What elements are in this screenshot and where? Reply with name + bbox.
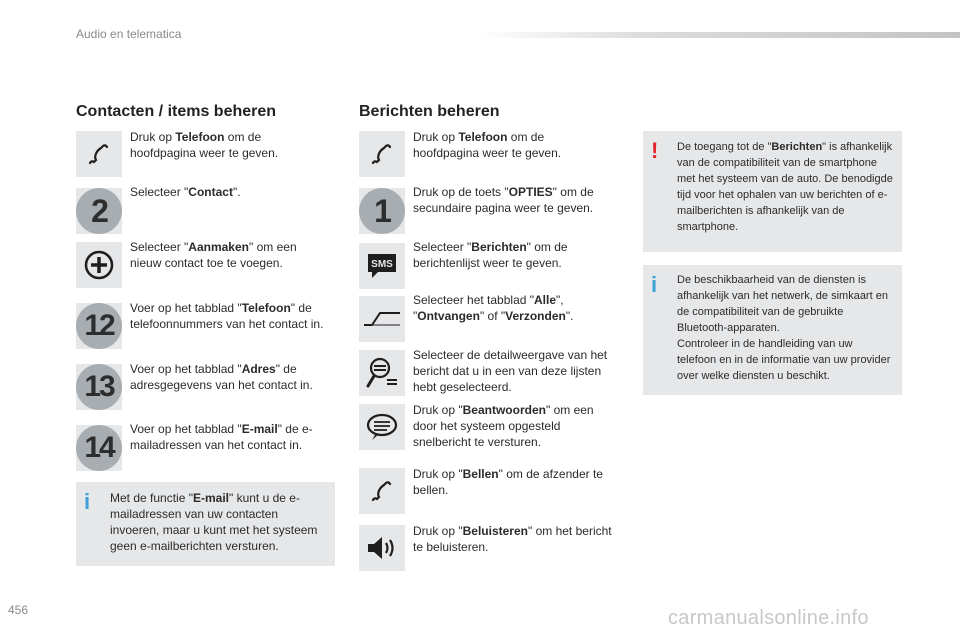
info-note-services: i De beschikbaarheid van de diensten is afhankelijk van het netwerk, de simkaart en de compatibiliteit van de gebruikte Bluetooth-apparaten. Controleer in de handleiding van uw telefoon en in de informatie van uw provider over welke diensten u beschikt.	[643, 265, 902, 395]
svg-text:SMS: SMS	[371, 259, 393, 270]
step-number-1: 1	[359, 188, 405, 234]
reply-message-icon	[359, 404, 405, 450]
step-left-2: Selecteer "Contact".	[130, 185, 241, 199]
step-left-1: Druk op Telefoon om de hoofdpagina weer te geven.	[130, 130, 279, 160]
speaker-icon	[359, 525, 405, 571]
step-mid-6: Druk op "Beantwoorden" om een door het systeem opgesteld snelbericht te versturen.	[413, 403, 594, 449]
step-mid-7: Druk op "Bellen" om de afzender te bellen.	[413, 467, 603, 497]
warning-note-messages: ! De toegang tot de "Berichten" is afhankelijk van de compatibiliteit van de smartphone met het systeem van de auto. De benodigde tijd voor het ophalen van uw berichten of e-mailberichten is afhankelijk van de smartphone.	[643, 131, 902, 252]
step-left-3: Selecteer "Aanmaken" om een nieuw contact toe te voegen.	[130, 240, 297, 270]
header-divider	[476, 32, 960, 38]
page-number: 456	[8, 603, 29, 617]
step-mid-8: Druk op "Beluisteren" om het bericht te beluisteren.	[413, 524, 612, 554]
step-mid-4: Selecteer het tabblad "Alle", "Ontvangen" of "Verzonden".	[413, 293, 574, 323]
phone-icon	[76, 131, 122, 177]
step-left-12: Voer op het tabblad "Telefoon" de telefoonnummers van het contact in.	[130, 301, 324, 331]
step-mid-1: Druk op Telefoon om de hoofdpagina weer te geven.	[413, 130, 562, 160]
step-number-12: 12	[76, 303, 122, 349]
sms-icon	[359, 243, 405, 289]
info-icon: i	[651, 272, 658, 297]
warning-icon: !	[651, 138, 659, 163]
watermark: carmanualsonline.info	[668, 607, 869, 629]
header-title: Audio en telematica	[76, 27, 182, 41]
section-title-contacts: Contacten / items beheren	[76, 103, 277, 120]
detail-view-icon	[359, 350, 405, 396]
step-left-13: Voer op het tabblad "Adres" de adresgegevens van het contact in.	[130, 362, 313, 392]
step-mid-3: Selecteer "Berichten" om de berichtenlijst weer te geven.	[413, 240, 568, 270]
add-contact-icon	[76, 242, 122, 288]
step-mid-5: Selecteer de detailweergave van het bericht dat u in een van deze lijsten hebt geselecteerd.	[413, 348, 608, 394]
info-note-email: i Met de functie "E-mail" kunt u de e-mailadressen van uw contacten invoeren, maar u kunt met het systeem geen e-mailberichten versturen.	[76, 482, 335, 566]
section-title-messages: Berichten beheren	[359, 103, 500, 120]
tab-icon	[359, 296, 405, 342]
step-number-14: 14	[76, 425, 122, 471]
step-number-13: 13	[76, 364, 122, 410]
step-left-14: Voer op het tabblad "E-mail" de e-mailadressen van het contact in.	[130, 422, 313, 452]
call-icon	[359, 468, 405, 514]
step-number-2: 2	[76, 188, 122, 234]
phone-icon	[359, 131, 405, 177]
info-icon: i	[84, 489, 91, 514]
step-mid-2: Druk op de toets "OPTIES" om de secundaire pagina weer te geven.	[413, 185, 594, 215]
